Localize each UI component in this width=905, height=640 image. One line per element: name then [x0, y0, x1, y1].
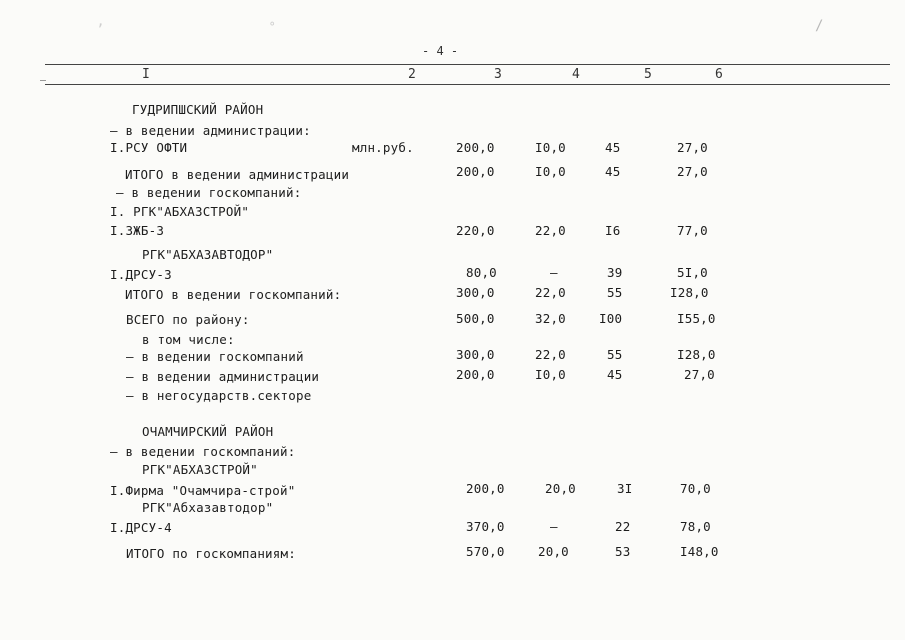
cell-col5: 45 — [605, 140, 621, 155]
cell-col5: 3I — [617, 481, 633, 496]
cell-col3: 80,0 — [466, 265, 497, 280]
row-label: ИТОГО по госкомпаниям: — [126, 546, 296, 561]
margin-tick — [40, 80, 46, 81]
cell-col5: 45 — [605, 164, 621, 179]
row-label: – в ведении администрации: — [110, 123, 311, 138]
row-label: РГК"Абхазавтодор" — [142, 500, 274, 515]
cell-col4: I0,0 — [535, 367, 566, 382]
row-label: – в негосударств.секторе — [126, 388, 312, 403]
cell-col3: 200,0 — [456, 367, 495, 382]
cell-col6: 78,0 — [680, 519, 711, 534]
row-label: I.ДРСУ-3 — [110, 267, 172, 282]
row-label: I. РГК"АБХАЗСТРОЙ" — [110, 204, 250, 219]
cell-col4: – — [550, 519, 558, 534]
column-header-5: 5 — [644, 67, 652, 82]
row-label: ИТОГО в ведении администрации — [125, 167, 350, 182]
cell-col3: 370,0 — [466, 519, 505, 534]
cell-col5: I6 — [605, 223, 621, 238]
cell-col4: – — [550, 265, 558, 280]
cell-col6: I48,0 — [680, 544, 719, 559]
cell-col5: 39 — [607, 265, 623, 280]
cell-col4: 22,0 — [535, 347, 566, 362]
cell-col3: 220,0 — [456, 223, 495, 238]
cell-col5: 55 — [607, 285, 623, 300]
row-label: – в ведении госкомпаний: — [116, 185, 302, 200]
cell-col4: 22,0 — [535, 223, 566, 238]
cell-col4: 32,0 — [535, 311, 566, 326]
row-label: ОЧАМЧИРСКИЙ РАЙОН — [142, 424, 274, 439]
page-number: - 4 - — [422, 44, 459, 58]
row-label: I.ДРСУ-4 — [110, 520, 172, 535]
row-label: I.РСУ ОФТИ — [110, 140, 188, 155]
row-label: – в ведении госкомпаний — [126, 349, 304, 364]
row-label: ИТОГО в ведении госкомпаний: — [125, 287, 342, 302]
header-bottom-rule — [45, 84, 890, 85]
cell-col3: 300,0 — [456, 347, 495, 362]
cell-col4: I0,0 — [535, 164, 566, 179]
column-header-1: I — [142, 67, 150, 82]
header-top-rule — [45, 64, 890, 65]
cell-col6: I28,0 — [670, 285, 709, 300]
row-label: в том числе: — [142, 332, 235, 347]
row-label: – в ведении администрации — [126, 369, 320, 384]
row-label: ВСЕГО по району: — [126, 312, 250, 327]
cell-col5: 55 — [607, 347, 623, 362]
cell-col3: 500,0 — [456, 311, 495, 326]
cell-col3: 200,0 — [466, 481, 505, 496]
cell-col5: 53 — [615, 544, 631, 559]
faint-mark: / — [815, 18, 824, 34]
cell-col6: 77,0 — [677, 223, 708, 238]
row-unit: млн.руб. — [352, 140, 414, 155]
faint-mark: ˚ — [268, 22, 277, 38]
cell-col5: I00 — [599, 311, 623, 326]
cell-col4: I0,0 — [535, 140, 566, 155]
faint-mark: ʼ — [96, 22, 105, 38]
row-label: – в ведении госкомпаний: — [110, 444, 296, 459]
row-label: РГК"АБХАЗАВТОДОР" — [142, 247, 274, 262]
cell-col3: 570,0 — [466, 544, 505, 559]
cell-col4: 22,0 — [535, 285, 566, 300]
cell-col6: 70,0 — [680, 481, 711, 496]
cell-col5: 22 — [615, 519, 631, 534]
cell-col3: 300,0 — [456, 285, 495, 300]
column-header-3: 3 — [494, 67, 502, 82]
cell-col3: 200,0 — [456, 164, 495, 179]
cell-col3: 200,0 — [456, 140, 495, 155]
row-label: ГУДРИПШСКИЙ РАЙОН — [132, 102, 264, 117]
cell-col6: 5I,0 — [677, 265, 708, 280]
cell-col6: 27,0 — [677, 140, 708, 155]
column-header-2: 2 — [408, 67, 416, 82]
row-label: I.ЗЖБ-3 — [110, 223, 165, 238]
cell-col5: 45 — [607, 367, 623, 382]
cell-col4: 20,0 — [538, 544, 569, 559]
cell-col6: 27,0 — [684, 367, 715, 382]
cell-col4: 20,0 — [545, 481, 576, 496]
row-label: РГК"АБХАЗСТРОЙ" — [142, 462, 258, 477]
column-header-4: 4 — [572, 67, 580, 82]
column-header-6: 6 — [715, 67, 723, 82]
cell-col6: I55,0 — [677, 311, 716, 326]
cell-col6: 27,0 — [677, 164, 708, 179]
row-label: I.Фирма "Очамчира-строй" — [110, 483, 296, 498]
cell-col6: I28,0 — [677, 347, 716, 362]
